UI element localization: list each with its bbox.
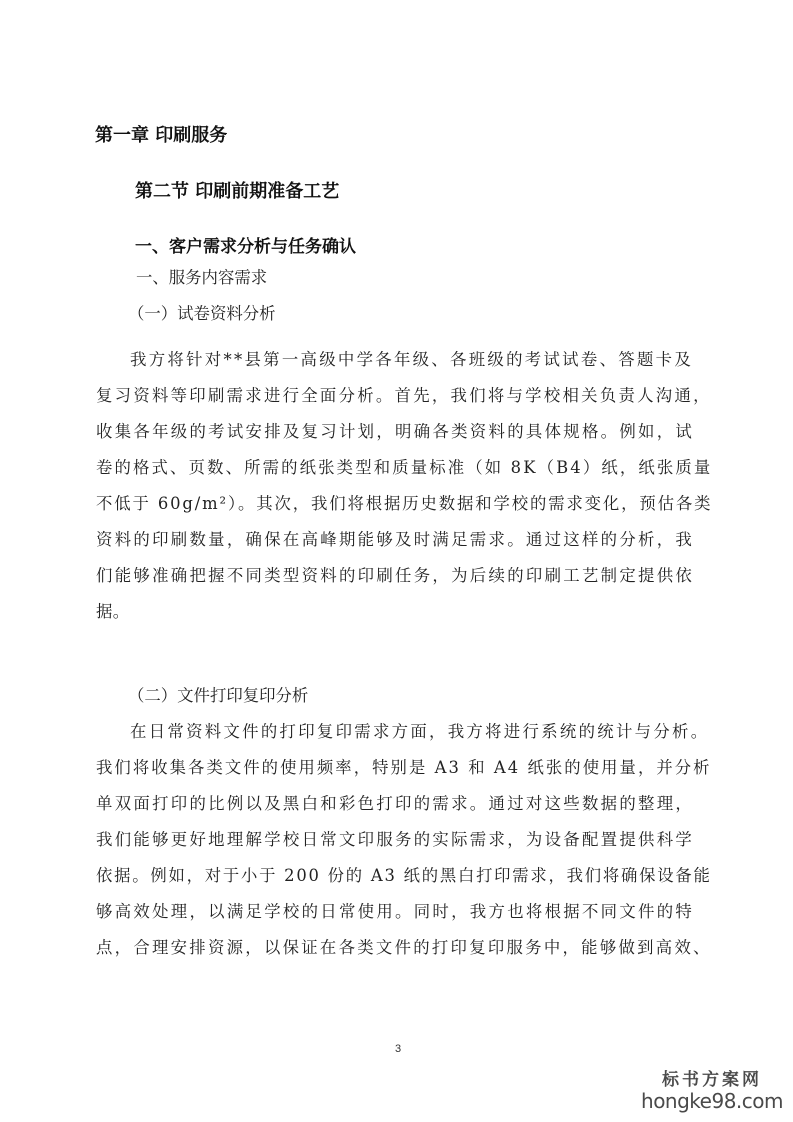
page-number: 3 (395, 1043, 402, 1055)
part1-heading: （一）试卷资料分析 (128, 304, 276, 323)
watermark-domain: hongke98.com (641, 1089, 783, 1113)
paragraph-line: 不低于 60g/m²）。其次，我们将根据历史数据和学校的需求变化，预估各类 (96, 494, 713, 513)
paragraph-line: 点，合理安排资源，以保证在各类文件的打印复印服务中，能够做到高效、 (96, 938, 712, 957)
item-title: 一、服务内容需求 (136, 268, 268, 287)
paragraph-line: 们能够准确把握不同类型资料的印刷任务，为后续的印刷工艺制定提供依 (96, 566, 695, 585)
paragraph-line: 我方将针对**县第一高级中学各年级、各班级的考试试卷、答题卡及 (130, 350, 694, 369)
paragraph-line: 我们能够更好地理解学校日常文印服务的实际需求，为设备配置提供科学 (96, 830, 695, 849)
paragraph-line: 资料的印刷数量，确保在高峰期能够及时满足需求。通过这样的分析，我 (96, 530, 695, 549)
subsection-title: 一、客户需求分析与任务确认 (135, 237, 356, 257)
paragraph-line: 卷的格式、页数、所需的纸张类型和质量标准（如 8K（B4）纸，纸张质量 (96, 458, 713, 477)
paragraph-line: 在日常资料文件的打印复印需求方面，我方将进行系统的统计与分析。 (130, 722, 710, 741)
paragraph-line: 据。 (96, 602, 130, 621)
paragraph-line: 够高效处理，以满足学校的日常使用。同时，我方也将根据不同文件的特 (96, 902, 695, 921)
part2-heading: （二）文件打印复印分析 (128, 686, 309, 705)
paragraph-line: 依据。例如，对于小于 200 份的 A3 纸的黑白打印需求，我们将确保设备能 (96, 866, 712, 885)
paragraph-line: 收集各年级的考试安排及复习计划，明确各类资料的具体规格。例如，试 (96, 422, 695, 441)
watermark-logo (641, 1070, 783, 1112)
chapter-title: 第一章 印刷服务 (95, 125, 228, 146)
watermark-name: 标书方案网 (662, 1070, 762, 1090)
section-title: 第二节 印刷前期准备工艺 (135, 181, 340, 202)
paragraph-line: 单双面打印的比例以及黑白和彩色打印的需求。通过对这些数据的整理， (96, 794, 695, 813)
paragraph-line: 复习资料等印刷需求进行全面分析。首先，我们将与学校相关负责人沟通， (96, 386, 712, 405)
paragraph-line: 我们将收集各类文件的使用频率，特别是 A3 和 A4 纸张的使用量，并分析 (96, 758, 712, 777)
